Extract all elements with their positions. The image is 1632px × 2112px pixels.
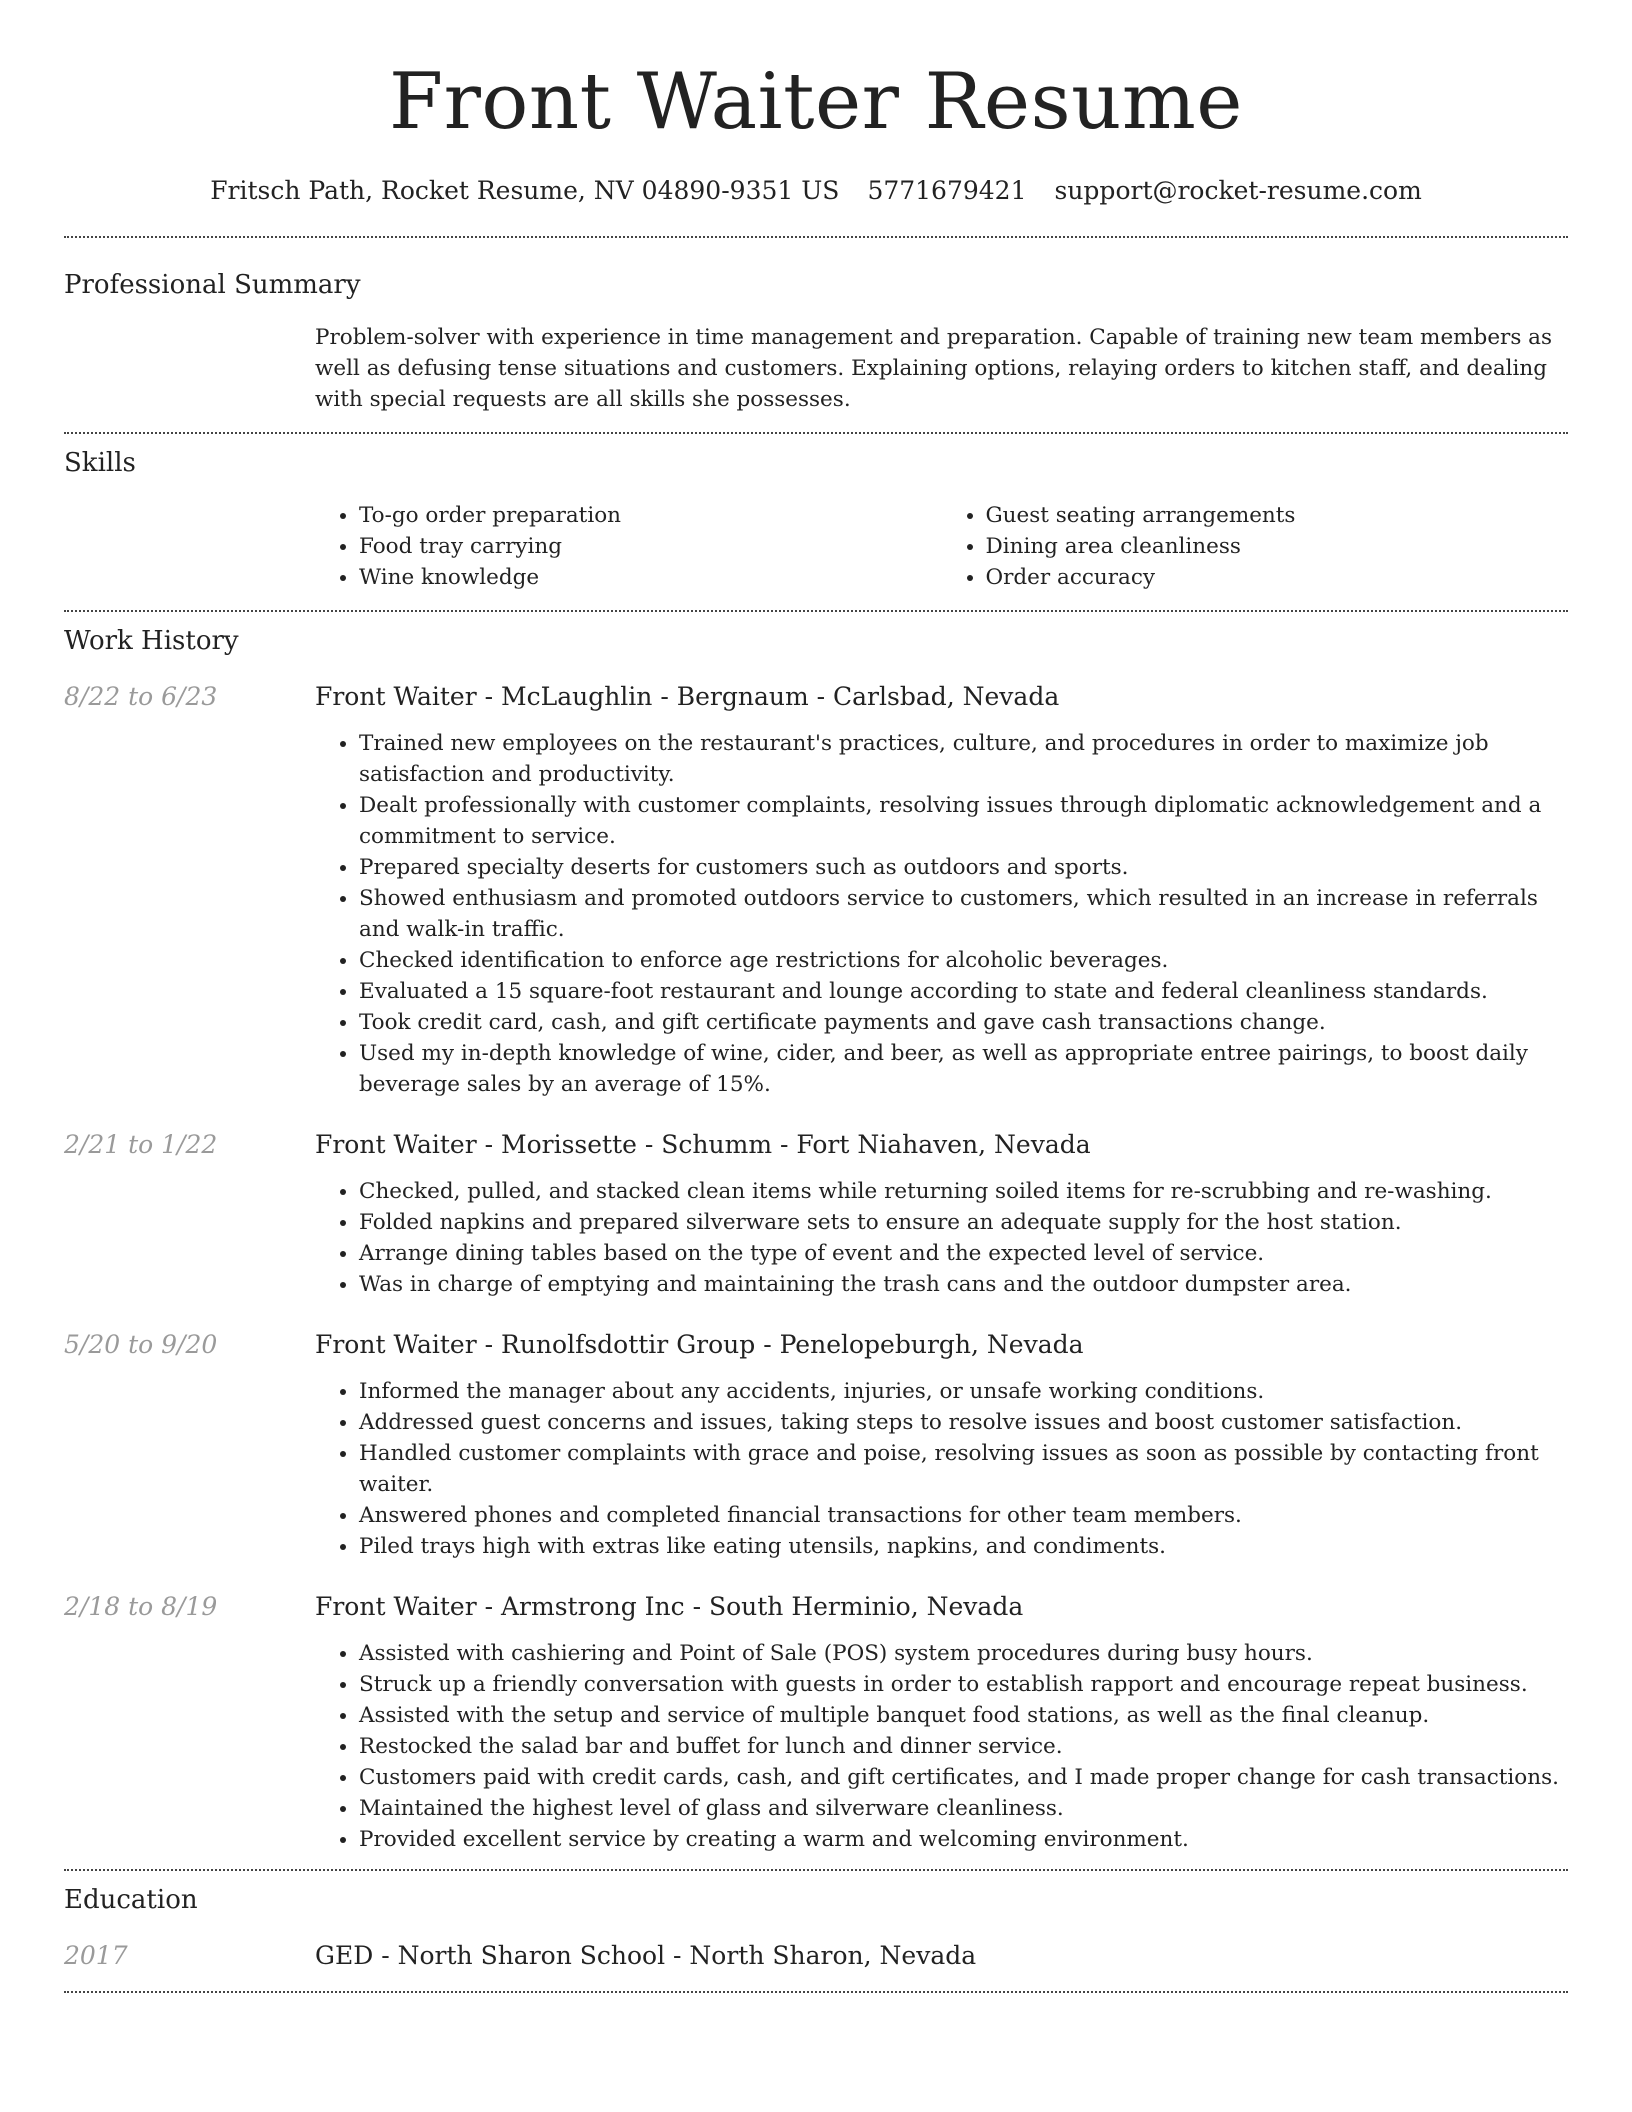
job-bullet: • Checked identification to enforce age restrictions for alcoholic beverages. (359, 945, 1568, 976)
job-bullet: • Piled trays high with extras like eating utensils, napkins, and condiments. (359, 1531, 1568, 1562)
job-bullet: • Took credit card, cash, and gift certificate payments and gave cash transactions change. (359, 1007, 1568, 1038)
skill-item: • Order accuracy (986, 562, 1569, 593)
job-title: Front Waiter - Morissette - Schumm - Fort Niahaven, Nevada (315, 1130, 1091, 1159)
job-bullet: • Was in charge of emptying and maintaining the trash cans and the outdoor dumpster area. (359, 1269, 1568, 1300)
job-bullet: • Informed the manager about any accidents, injuries, or unsafe working conditions. (359, 1376, 1568, 1407)
skill-item: • Wine knowledge (359, 562, 942, 593)
divider (64, 1869, 1568, 1871)
section-title-education: Education (64, 1885, 198, 1915)
job-header (64, 1128, 1568, 1162)
contact-phone: 5771679421 (867, 176, 1027, 205)
divider (64, 1991, 1568, 1993)
job-bullet: • Provided excellent service by creating a warm and welcoming environment. (359, 1824, 1568, 1855)
divider (64, 236, 1568, 238)
job-bullet: • Addressed guest concerns and issues, taking steps to resolve issues and boost customer satisfaction. (359, 1407, 1568, 1438)
job-bullet: • Showed enthusiasm and promoted outdoors service to customers, which resulted in an increase in referrals and walk-in traffic. (359, 883, 1568, 945)
job-bullet: • Arrange dining tables based on the type of event and the expected level of service. (359, 1238, 1568, 1269)
job-bullet: • Folded napkins and prepared silverware sets to ensure an adequate supply for the host station. (359, 1207, 1568, 1238)
job-bullet: • Restocked the salad bar and buffet for lunch and dinner service. (359, 1731, 1568, 1762)
skills-column-right (942, 500, 1569, 593)
job-bullets (315, 1638, 1568, 1855)
job-bullet: • Trained new employees on the restaurant's practices, culture, and procedures in order to maximize job satisfaction and productivity. (359, 728, 1568, 790)
job-bullet: • Customers paid with credit cards, cash, and gift certificates, and I made proper change for cash transactions. (359, 1762, 1568, 1793)
job-bullets (315, 1376, 1568, 1562)
job-entry (64, 1328, 1568, 1562)
education-degree: GED - North Sharon School - North Sharon, Nevada (315, 1941, 977, 1970)
skill-item: • Food tray carrying (359, 531, 942, 562)
job-date: 8/22 to 6/23 (64, 682, 218, 711)
skill-item: • To-go order preparation (359, 500, 942, 531)
skills-list (315, 500, 1568, 593)
job-bullet: • Handled customer complaints with grace and poise, resolving issues as soon as possible by contacting front waiter. (359, 1438, 1568, 1500)
job-entry (64, 1128, 1568, 1300)
job-bullets (315, 1176, 1568, 1300)
contact-address: Fritsch Path, Rocket Resume, NV 04890-9351 US (210, 176, 840, 205)
resume-title: Front Waiter Resume (389, 57, 1243, 147)
contact-line (64, 174, 1568, 208)
skills-column-left (315, 500, 942, 593)
job-bullet: • Assisted with the setup and service of multiple banquet food stations, as well as the final cleanup. (359, 1700, 1568, 1731)
section-title-skills: Skills (64, 448, 136, 478)
section-title-work: Work History (64, 626, 239, 656)
job-bullet: • Maintained the highest level of glass and silverware cleanliness. (359, 1793, 1568, 1824)
job-header (64, 680, 1568, 714)
job-title: Front Waiter - Armstrong Inc - South Herminio, Nevada (315, 1592, 1024, 1621)
job-entry (64, 1590, 1568, 1855)
job-bullet: • Dealt professionally with customer complaints, resolving issues through diplomatic acknowledgement and a commitment to service. (359, 790, 1568, 852)
divider (64, 432, 1568, 434)
job-date: 2/21 to 1/22 (64, 1130, 218, 1159)
education-entry (64, 1939, 1568, 1973)
job-bullet: • Used my in-depth knowledge of wine, cider, and beer, as well as appropriate entree pairings, to boost daily beverage sales by an average of 15%. (359, 1038, 1568, 1100)
divider (64, 610, 1568, 612)
job-title: Front Waiter - Runolfsdottir Group - Penelopeburgh, Nevada (315, 1330, 1084, 1359)
job-bullet: • Assisted with cashiering and Point of Sale (POS) system procedures during busy hours. (359, 1638, 1568, 1669)
job-title: Front Waiter - McLaughlin - Bergnaum - Carlsbad, Nevada (315, 682, 1060, 711)
skill-item: • Dining area cleanliness (986, 531, 1569, 562)
job-bullet: • Answered phones and completed financial transactions for other team members. (359, 1500, 1568, 1531)
job-bullet: • Struck up a friendly conversation with guests in order to establish rapport and encourage repeat business. (359, 1669, 1568, 1700)
job-bullet: • Checked, pulled, and stacked clean items while returning soiled items for re-scrubbing and re-washing. (359, 1176, 1568, 1207)
job-header (64, 1590, 1568, 1624)
job-entry (64, 680, 1568, 1100)
job-bullet: • Evaluated a 15 square-foot restaurant and lounge according to state and federal cleanliness standards. (359, 976, 1568, 1007)
job-date: 2/18 to 8/19 (64, 1592, 218, 1621)
contact-email[interactable]: support@rocket-resume.com (1054, 176, 1422, 205)
job-bullets (315, 728, 1568, 1100)
job-header (64, 1328, 1568, 1362)
section-title-summary: Professional Summary (64, 270, 361, 300)
job-date: 5/20 to 9/20 (64, 1330, 218, 1359)
job-bullet: • Prepared specialty deserts for customers such as outdoors and sports. (359, 852, 1568, 883)
summary-text: Problem-solver with experience in time management and preparation. Capable of training new team members as well as defusing tense situations and customers. Explaining options, relaying orders to kitchen staff, and dealing with special requests are all skills she possesses. (315, 325, 1553, 412)
education-date: 2017 (64, 1941, 128, 1970)
skill-item: • Guest seating arrangements (986, 500, 1569, 531)
